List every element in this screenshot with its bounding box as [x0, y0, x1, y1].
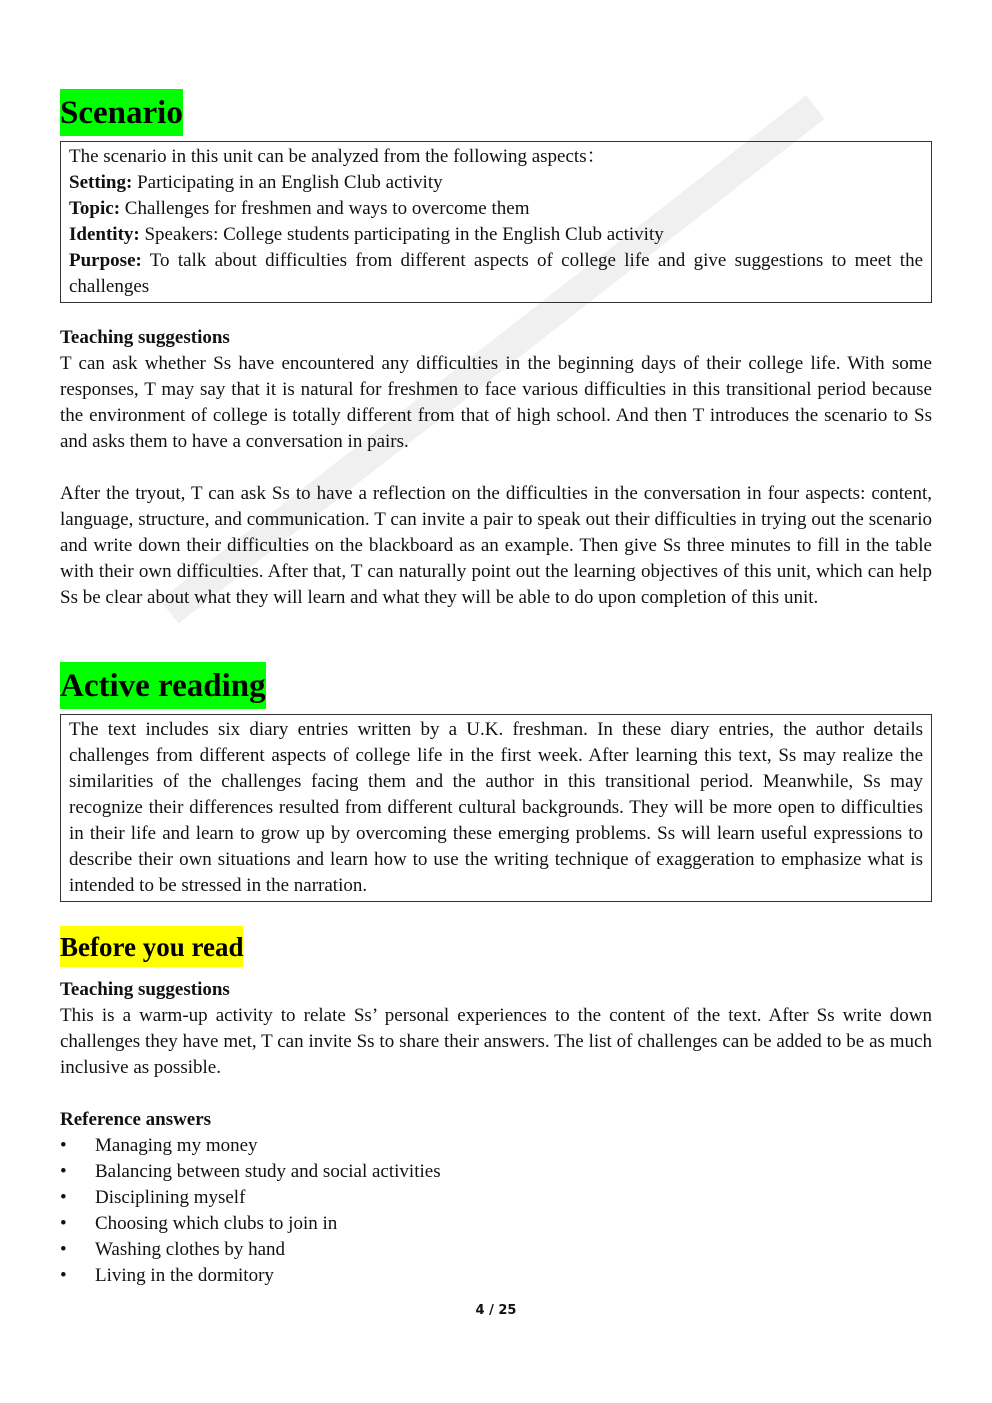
identity-label: Identity: [69, 224, 140, 245]
before-you-read-heading: Before you read [60, 926, 243, 967]
page-number: 4 / 25 [475, 1303, 517, 1318]
active-reading-box [60, 714, 932, 902]
scenario-intro: The scenario in this unit can be analyzed from the following aspects： [69, 146, 606, 167]
purpose-label: Purpose: [69, 250, 142, 271]
active-reading-heading: Active reading [60, 662, 266, 709]
teaching-suggestions-title: Teaching suggestions [60, 327, 230, 348]
list-item [60, 1263, 441, 1289]
before-teaching-paragraph [60, 1003, 932, 1081]
before-teaching-text: This is a warm-up activity to relate Ss’ personal experiences to the content of the text. After Ss write down challenges they have met, T can invite Ss to share their answers. The list of challenges can be added to be as much inclusive as possible. [60, 1005, 932, 1078]
scenario-setting [69, 170, 923, 196]
identity-text: Speakers: College students participating in the English Club activity [139, 224, 664, 245]
answer-text: Washing clothes by hand [95, 1239, 286, 1260]
bullet-icon: • [60, 1187, 67, 1208]
list-item [60, 1211, 441, 1237]
topic-text: Challenges for freshmen and ways to overcome them [120, 198, 530, 219]
setting-label: Setting: [69, 172, 133, 193]
teaching-paragraph-2: After the tryout, T can ask Ss to have a reflection on the difficulties in the conversation in four aspects: content, language, structure, and communication. T can invite a pair to speak out their difficulties in trying out the scenario and write down their difficulties on the blackboard as an example. Then give Ss three minutes to fill in the table with their own difficulties. After that, T can naturally point out the learning objectives of this unit, which can help Ss be clear about what they will learn and what they will be able to do upon completion of this unit. [60, 483, 932, 608]
answer-text: Balancing between study and social activities [95, 1161, 441, 1182]
list-item [60, 1185, 441, 1211]
scenario-purpose [69, 248, 923, 300]
reference-answers-list [60, 1133, 441, 1289]
scenario-identity [69, 222, 923, 248]
list-item [60, 1133, 441, 1159]
reference-answers-title: Reference answers [60, 1109, 212, 1130]
scenario-topic [69, 196, 923, 222]
active-reading-text: The text includes six diary entries written by a U.K. freshman. In these diary entries, the author details challenges from different aspects of college life in the first week. After learning this text, Ss may realize the similarities of the challenges facing them and the author in this transitional period. Meanwhile, Ss may recognize their differences resulted from different cultural backgrounds. They will be more open to difficulties in their life and learn to grow up by overcoming these emerging problems. Ss will learn useful expressions to describe their own situations and learn how to use the writing technique of exaggeration to emphasize what is intended to be stressed in the narration. [69, 719, 923, 896]
answer-text: Living in the dormitory [95, 1265, 274, 1286]
bullet-icon: • [60, 1213, 67, 1234]
teaching-suggestions-paragraph-1 [60, 351, 932, 455]
scenario-box [60, 141, 932, 303]
topic-label: Topic: [69, 198, 121, 219]
answer-text: Disciplining myself [95, 1187, 246, 1208]
before-teaching-title: Teaching suggestions [60, 979, 230, 1000]
teaching-suggestions-paragraph-2 [60, 481, 932, 611]
teaching-paragraph-1: T can ask whether Ss have encountered any difficulties in the beginning days of their college life. With some responses, T may say that it is natural for freshmen to face various difficulties in this transitional period because the environment of college is totally different from that of high school. And then T introduces the scenario to Ss and asks them to have a conversation in pairs. [60, 353, 932, 452]
bullet-icon: • [60, 1239, 67, 1260]
answer-text: Choosing which clubs to join in [95, 1213, 338, 1234]
answer-text: Managing my money [95, 1135, 258, 1156]
list-item [60, 1159, 441, 1185]
setting-text: Participating in an English Club activity [132, 172, 443, 193]
scenario-heading: Scenario [60, 89, 183, 136]
bullet-icon: • [60, 1265, 67, 1286]
bullet-icon: • [60, 1161, 67, 1182]
list-item [60, 1237, 441, 1263]
bullet-icon: • [60, 1135, 67, 1156]
purpose-text: To talk about difficulties from different aspects of college life and give suggestions to meet the challenges [69, 250, 923, 297]
